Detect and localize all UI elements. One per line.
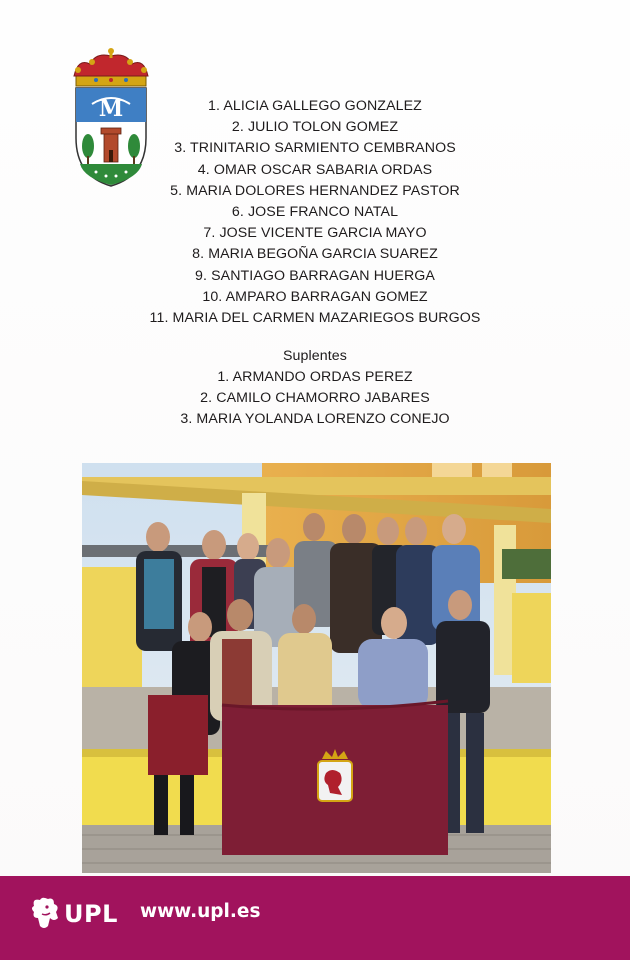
substitutes-list xyxy=(100,367,530,431)
candidate-item: 3. TRINITARIO SARMIENTO CEMBRANOS xyxy=(174,140,456,157)
candidate-item: 2. JULIO TOLON GOMEZ xyxy=(231,119,399,136)
candidate-list-section xyxy=(100,96,530,431)
candidate-item: 10. AMPARO BARRAGAN GOMEZ xyxy=(202,288,428,305)
candidate-item: 6. JOSE FRANCO NATAL xyxy=(231,203,399,220)
upl-logo[interactable] xyxy=(28,890,118,938)
footer-bar xyxy=(0,876,630,960)
logo-text: UPL xyxy=(64,900,118,928)
svg-text:M: M xyxy=(98,96,124,122)
group-photo xyxy=(82,463,551,873)
candidate-item: 11. MARIA DEL CARMEN MAZARIEGOS BURGOS xyxy=(149,309,481,326)
substitute-item: 2. CAMILO CHAMORRO JABARES xyxy=(200,390,430,407)
substitute-item: 3. MARIA YOLANDA LORENZO CONEJO xyxy=(180,411,450,428)
substitute-item: 1. ARMANDO ORDAS PEREZ xyxy=(217,369,413,386)
candidate-item: 8. MARIA BEGOÑA GARCIA SUAREZ xyxy=(192,246,438,263)
flag-emblem-icon xyxy=(222,701,448,855)
lion-logo-icon xyxy=(28,896,62,932)
candidate-item: 5. MARIA DOLORES HERNANDEZ PASTOR xyxy=(170,182,460,199)
candidate-item: 7. JOSE VICENTE GARCIA MAYO xyxy=(203,225,427,242)
candidate-item: 9. SANTIAGO BARRAGAN HUERGA xyxy=(195,267,435,284)
website-link[interactable]: www.upl.es xyxy=(140,901,261,922)
substitutes-heading: Suplentes xyxy=(282,348,347,365)
candidate-list xyxy=(100,96,530,329)
candidate-item: 4. OMAR OSCAR SABARIA ORDAS xyxy=(197,161,433,178)
candidate-item: 1. ALICIA GALLEGO GONZALEZ xyxy=(208,98,422,114)
